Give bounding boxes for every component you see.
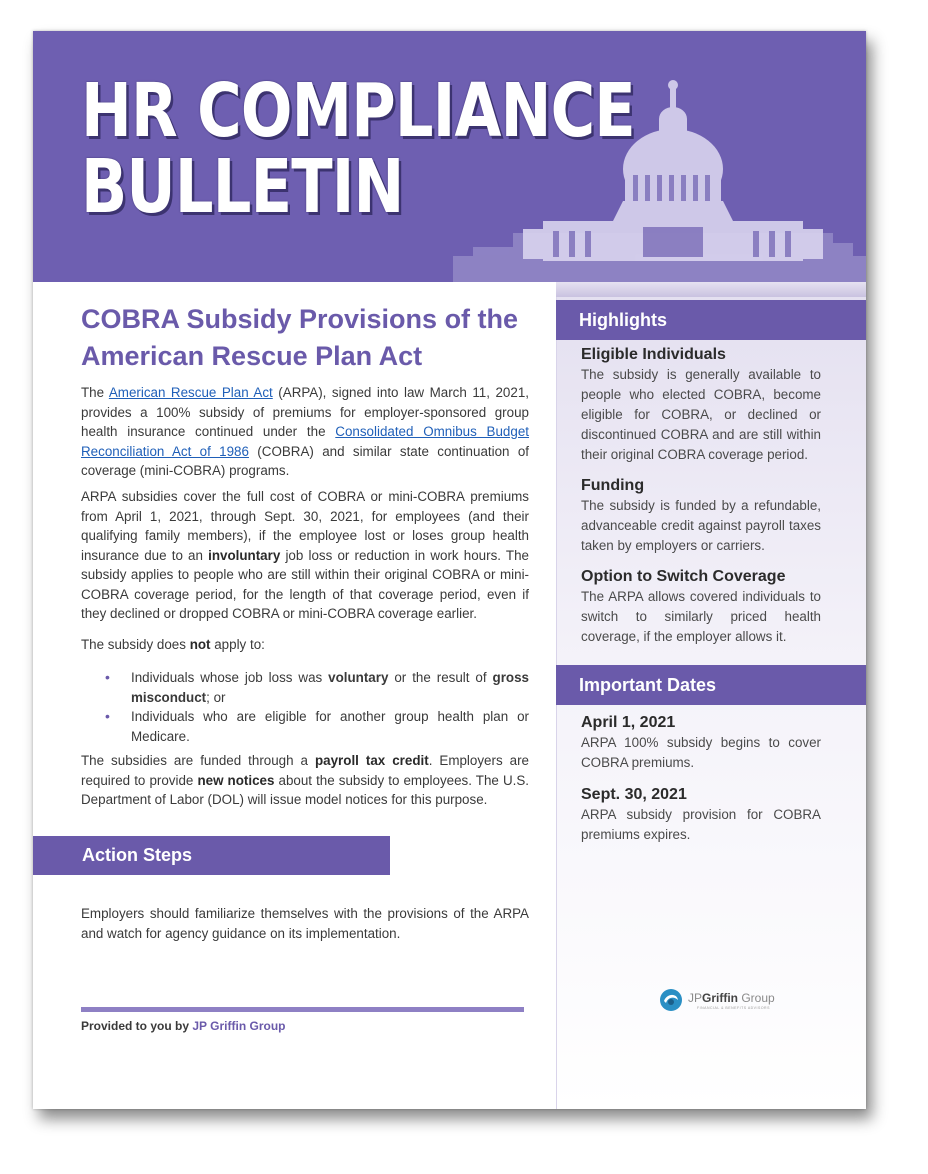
text-run: job loss or reduction in work hours. The subsidy applies to people who are still within their original COBRA or mini-COBRA coverage period, for the length of that coverage period, even if they declined or dropped COBRA or mini-COBRA coverage earlier. [81,547,529,621]
bold-text: payroll tax credit [314,753,429,768]
date-april [581,713,821,773]
text-run: (COBRA) and similar state continuation of coverage (mini-COBRA) programs. [81,443,529,478]
highlight-funding [581,476,821,556]
bold-text: not [189,637,211,652]
swirl-logo-icon [659,988,683,1012]
date-sept [581,785,821,845]
bold-text: gross misconduct [131,670,529,705]
exclusions-intro [81,635,529,655]
exclusions-list [105,668,529,746]
highlight-switch-coverage [581,567,821,647]
bullet-icon: • [105,708,110,724]
date-title: April 1, 2021 [581,714,676,731]
text-run: The subsidies are funded through a [81,753,315,768]
logo-griffin: Griffin [702,991,739,1005]
highlight-title: Eligible Individuals [581,346,726,363]
text-run: about the subsidy to employees. The U.S. Department of Labor (DOL) will issue model notices for this purpose. [81,772,529,807]
bold-text: involuntary [208,547,281,563]
bulletin-page [33,31,866,1109]
text-run: apply to: [210,637,265,652]
text-run: (ARPA), signed into law March 11, 2021, provides a 100% subsidy of premiums for employer-sponsored group health insurance continued under the [81,385,529,439]
bullet-icon: • [105,669,110,685]
important-dates-heading: Important Dates [556,665,866,705]
text-run: Individuals who are eligible for another group health plan or Medicare. [131,709,529,744]
highlight-title: Option to Switch Coverage [581,568,786,585]
provided-company: JP Griffin Group [192,1019,286,1033]
action-steps-text: Employers should familiarize themselves with the provisions of the ARPA and watch for agency guidance on its implementation. [81,906,529,941]
text-run: Individuals whose job loss was [131,670,329,685]
date-text: ARPA subsidy provision for COBRA premiums expires. [581,807,821,842]
company-logo [659,986,779,1016]
bulletin-title-line2: BULLETIN [81,144,404,230]
highlight-text: The ARPA allows covered individuals to switch to similarly priced health coverage, if the employer allows it. [581,589,821,644]
logo-wordmark [688,991,775,1005]
text-run: or the result of [388,670,493,685]
highlight-eligible [581,345,821,465]
highlights-heading: Highlights [556,300,866,340]
text-run: ARPA subsidies cover the full cost of COBRA or mini-COBRA premiums from April 1, 2021, through Sept. 30, 2021, for employees (and their qualifying family members), if the employee lost or loses group health insurance due to an [81,489,529,563]
date-title: Sept. 30, 2021 [581,786,687,803]
logo-tagline: FINANCIAL & BENEFITS ADVISORS [697,1006,770,1010]
footer-divider [81,1007,524,1012]
text-run: The subsidy does [81,637,190,652]
date-text: ARPA 100% subsidy begins to cover COBRA premiums. [581,735,821,770]
text-run: . Employers are required to provide [81,753,529,788]
funding-paragraph [81,751,529,810]
logo-jp: JP [688,991,703,1005]
subsidy-coverage-paragraph [81,487,529,624]
sidebar-top-stripe [556,282,866,297]
capitol-building-icon [453,51,866,282]
header-banner [33,31,866,282]
highlight-text: The subsidy is generally available to people who elected COBRA, become eligible for COBRA, or declined or discontinued COBRA and are still within their original COBRA coverage period. [581,367,821,462]
logo-group: Group [738,991,775,1005]
arpa-link[interactable]: American Rescue Plan Act [108,385,273,400]
list-item [105,707,529,746]
highlight-text: The subsidy is funded by a refundable, advanceable credit against payroll taxes taken by employers or carriers. [581,498,821,553]
intro-paragraph [81,383,529,481]
article-title: COBRA Subsidy Provisions of the American Rescue Plan Act [81,304,519,371]
bold-text: voluntary [328,670,389,685]
provided-prefix: Provided to you by [81,1019,193,1033]
bold-text: new notices [197,772,275,788]
cobra-link[interactable]: Consolidated Omnibus Budget Reconciliation Act of 1986 [81,424,529,459]
text-run: ; or [206,689,226,705]
action-steps-heading: Action Steps [33,836,390,875]
provided-by [81,1019,285,1033]
highlight-title: Funding [581,477,645,494]
bulletin-title-line1: HR COMPLIANCE [81,68,635,154]
list-item [105,668,529,707]
text-run: The [81,385,109,400]
